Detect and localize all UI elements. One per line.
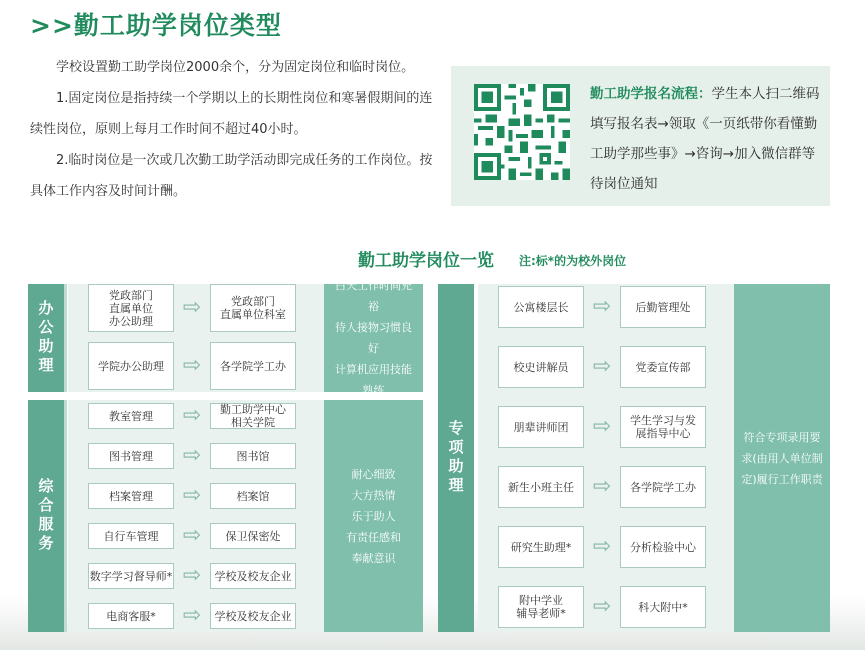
right-arrow-icon: ⇨ <box>592 294 612 319</box>
right-arrow-icon: ⇨ <box>182 603 202 628</box>
post-label: 公寓楼层长 <box>513 300 569 314</box>
right-arrow-icon: ⇨ <box>182 563 202 588</box>
category-general: 综合服务 <box>28 400 67 632</box>
unit-box <box>210 342 296 390</box>
post-label: 朋辈讲师团 <box>513 420 569 434</box>
right-arrow-icon: ⇨ <box>182 403 202 428</box>
intro-paragraph: 1.固定岗位是指持续一个学期以上的长期性岗位和寒暑假期间的连续性岗位，原则上每月工作时间不超过40小时。 <box>30 91 433 137</box>
unit-label: 党委宣传部 <box>635 360 691 374</box>
post-label: 学院办公助理 <box>98 359 164 373</box>
post-box <box>498 286 584 328</box>
post-box <box>88 483 174 509</box>
unit-label: 分析检验中心 <box>630 540 696 554</box>
post-label: 图书管理 <box>109 449 153 463</box>
post-box <box>88 523 174 549</box>
unit-box <box>210 603 296 629</box>
post-label: 教室管理 <box>109 409 153 423</box>
unit-box <box>210 403 296 429</box>
right-arrow-icon: ⇨ <box>592 594 612 619</box>
post-box <box>88 342 174 390</box>
post-box <box>88 284 174 332</box>
post-label: 研究生助理* <box>510 540 572 554</box>
post-box <box>88 443 174 469</box>
requirement-box <box>324 279 423 397</box>
right-arrow-icon: ⇨ <box>592 534 612 559</box>
category-special: 专项助理 <box>438 284 474 632</box>
requirement-label: 符合专项录用要 求(由用人单位制 定)履行工作职责 <box>741 430 823 486</box>
unit-box <box>210 563 296 589</box>
post-box <box>498 346 584 388</box>
requirement-label: 耐心细致 大方热情 乐于助人 有责任感和 奉献意识 <box>346 467 401 565</box>
post-label: 自行车管理 <box>103 529 159 543</box>
signup-text: 学生本人扫二维码填写报名表→领取《一页纸带你看懂勤工助学那些事》→咨询→加入微信群等待岗位通知 <box>590 86 820 192</box>
unit-box <box>210 483 296 509</box>
unit-box <box>620 526 706 568</box>
requirement-box <box>324 400 423 632</box>
unit-label: 后勤管理处 <box>635 300 691 314</box>
post-box <box>498 406 584 448</box>
unit-label: 各学院学工办 <box>630 480 696 494</box>
right-arrow-icon: ⇨ <box>182 353 202 378</box>
chart-note: 注:标*的为校外岗位 <box>519 254 627 268</box>
unit-box <box>620 346 706 388</box>
post-label: 数字学习督导师* <box>89 569 173 583</box>
unit-box <box>620 586 706 628</box>
right-arrow-icon: ⇨ <box>182 443 202 468</box>
requirement-label: 白天工作时间充裕 待人接物习惯良好 计算机应用技能熟练 <box>335 279 412 397</box>
unit-box <box>210 523 296 549</box>
chart-title: 勤工助学岗位一览 <box>358 251 494 271</box>
unit-box <box>210 443 296 469</box>
right-arrow-icon: ⇨ <box>592 354 612 379</box>
unit-label: 党政部门 直属单位科室 <box>220 295 286 321</box>
right-arrow-icon: ⇨ <box>182 483 202 508</box>
post-label: 档案管理 <box>109 489 153 503</box>
unit-label: 档案馆 <box>236 489 270 503</box>
post-label: 新生小班主任 <box>508 480 574 494</box>
requirement-box <box>734 284 830 632</box>
unit-box <box>620 406 706 448</box>
unit-box <box>620 286 706 328</box>
post-box <box>88 403 174 429</box>
unit-label: 学校及校友企业 <box>214 569 292 583</box>
right-arrow-icon: ⇨ <box>182 523 202 548</box>
unit-label: 科大附中* <box>638 600 688 614</box>
post-box <box>498 466 584 508</box>
post-box <box>88 603 174 629</box>
unit-label: 各学院学工办 <box>220 359 286 373</box>
category-office: 办公助理 <box>28 284 67 392</box>
unit-box <box>210 284 296 332</box>
right-arrow-icon: ⇨ <box>592 474 612 499</box>
post-label: 附中学业 辅导老师* <box>516 594 566 620</box>
post-box <box>498 526 584 568</box>
intro-text <box>30 52 440 207</box>
signup-process <box>590 79 820 199</box>
unit-label: 保卫保密处 <box>225 529 281 543</box>
intro-paragraph: 2.临时岗位是一次或几次勤工助学活动即完成任务的工作岗位。按具体工作内容及时间计酬。 <box>30 153 433 199</box>
post-box <box>498 586 584 628</box>
right-arrow-icon: ⇨ <box>592 414 612 439</box>
unit-label: 学校及校友企业 <box>214 609 292 623</box>
signup-label: 勤工助学报名流程： <box>590 86 712 102</box>
post-label: 电商客服* <box>106 609 156 623</box>
unit-box <box>620 466 706 508</box>
unit-label: 勤工助学中心 相关学院 <box>220 403 286 429</box>
unit-label: 学生学习与发 展指导中心 <box>630 414 696 440</box>
right-arrow-icon: ⇨ <box>182 295 202 320</box>
post-box <box>88 563 174 589</box>
intro-paragraph: 学校设置勤工助学岗位2000余个，分为固定岗位和临时岗位。 <box>56 60 415 75</box>
qr-code-icon[interactable] <box>474 84 570 180</box>
page-title: >>勤工助学岗位类型 <box>30 11 282 40</box>
post-label: 校史讲解员 <box>513 360 569 374</box>
post-label: 党政部门 直属单位 办公助理 <box>109 288 153 328</box>
unit-label: 图书馆 <box>236 449 270 463</box>
